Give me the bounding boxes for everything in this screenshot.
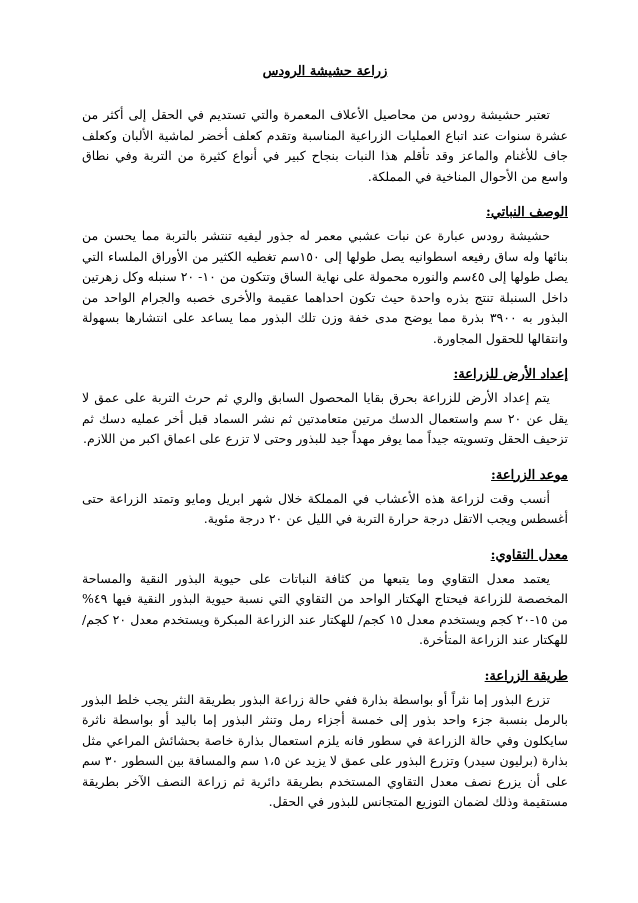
section-heading: الوصف النباتي:	[486, 205, 568, 220]
page-title: زراعة حشيشة الرودس	[262, 64, 388, 79]
section-botanical-description	[82, 205, 568, 349]
section-text: يعتمد معدل التقاوي وما يتبعها من كثافة النباتات على حيوية البذور النقية والمساحة المخصصة للزراعة فيحتاج الهكتار الواحد من التقاوي التي نسبة حيوية البذور النقية فيها ٤٩% من ١٥-٢٠ كجم ويستخدم معدل ١٥ كجم/ للهكتار عند الزراعة المبكرة ويستخدم معدل ٢٠ كجم/للهكتار عند الزراعة المتأخرة.	[82, 570, 569, 647]
section-paragraph	[82, 226, 568, 349]
section-paragraph	[82, 569, 568, 651]
intro-text: تعتبر حشيشة رودس من محاصيل الأعلاف المعمرة والتي تستديم في الحقل إلى أكثر من عشرة سنوات عند اتباع العمليات الزراعية المناسبة وتقدم كعلف أخضر لماشية الألبان وكعلف جاف للأغنام والماعز وقد تأقلم هذا النبات بنجاح كبير في أنواع كثيرة من التربة وفي نطاق واسع من الأحوال المناخية في المملكة.	[82, 107, 568, 184]
section-planting-method	[82, 669, 568, 813]
section-heading: معدل التقاوي:	[490, 547, 568, 563]
section-text: يتم إعداد الأرض للزراعة بحرق بقايا المحصول السابق والري ثم حرث التربة على عمق لا يقل عن ٢٠ سم واستعمال الدسك مرتين متعامدتين ثم نشر السماد قبل أخر عمليه دسك ثم تزحيف الحقل وتسويته جيداً مما يوفر مهداً جيد للبذور وحتى لا تزرع على اعماق اكبر من اللازم.	[82, 390, 568, 446]
section-heading: طريقة الزراعة:	[484, 668, 568, 684]
section-heading: موعد الزراعة:	[491, 467, 568, 483]
section-planting-date	[82, 468, 568, 530]
section-paragraph	[82, 388, 568, 450]
document-page	[82, 64, 568, 813]
section-text: تزرع البذور إما نثراً أو بواسطة بذارة ففي حالة زراعة البذور بطريقة النثر يجب خلط البذور بالرمل بنسبة جزء واحد بذور إلى خمسة أجزاء رمل وتنثر البذور إما باليد أو بواسطة ناثرة سايكلون وفي حالة الزراعة في سطور فانه يلزم استعمال بذارة خاصة بحشائش المراعي مثل بذارة (برليون سيدر) وتزرع البذور على عمق لا يزيد عن ١،٥ سم والمسافة بين السطور ٣٠ سم على أن يزرع نصف معدل التقاوي المستخدم بطريقة دائرية ثم زراعة النصف الآخر بطريقة مستقيمة وذلك لضمان التوزيع المتجانس للبذور في الحقل.	[82, 691, 568, 809]
section-land-preparation	[82, 367, 568, 450]
section-text: حشيشة رودس عبارة عن نبات عشبي معمر له جذور ليفيه تنتشر بالتربة مما يحسن من بنائها وله ساق رفيعه اسطوانيه يصل طولها إلى ١٥٠سم تغطيه الكثير من الأوراق الملساء التي يصل طولها إلى ٤٥سم والنوره محمولة على نهاية الساق وتتكون من ١٠- ٢٠ سنبله وكل زهرتين داخل السنبلة تنتج بذره واحدة حيث تكون احداهما عقيمة والأخرى خصبه والجرام الواحد من البذور به ٣٩٠٠ بذرة مما يوضح مدى خفة وزن تلك البذور مما يساعد على انتشارها بسهولة وانتقالها للحقول المجاورة.	[82, 228, 569, 346]
section-seed-rate	[82, 548, 568, 651]
section-paragraph	[82, 690, 568, 813]
intro-paragraph	[82, 105, 568, 187]
section-heading: إعداد الأرض للزراعة:	[453, 367, 568, 382]
section-text: أنسب وقت لزراعة هذه الأعشاب في المملكة خلال شهر ابريل ومايو وتمتد الزراعة حتى أغسطس ويجب الاتقل درجة حرارة التربة في الليل عن ٢٠ درجة مئوية.	[82, 490, 568, 526]
section-paragraph	[82, 489, 568, 530]
